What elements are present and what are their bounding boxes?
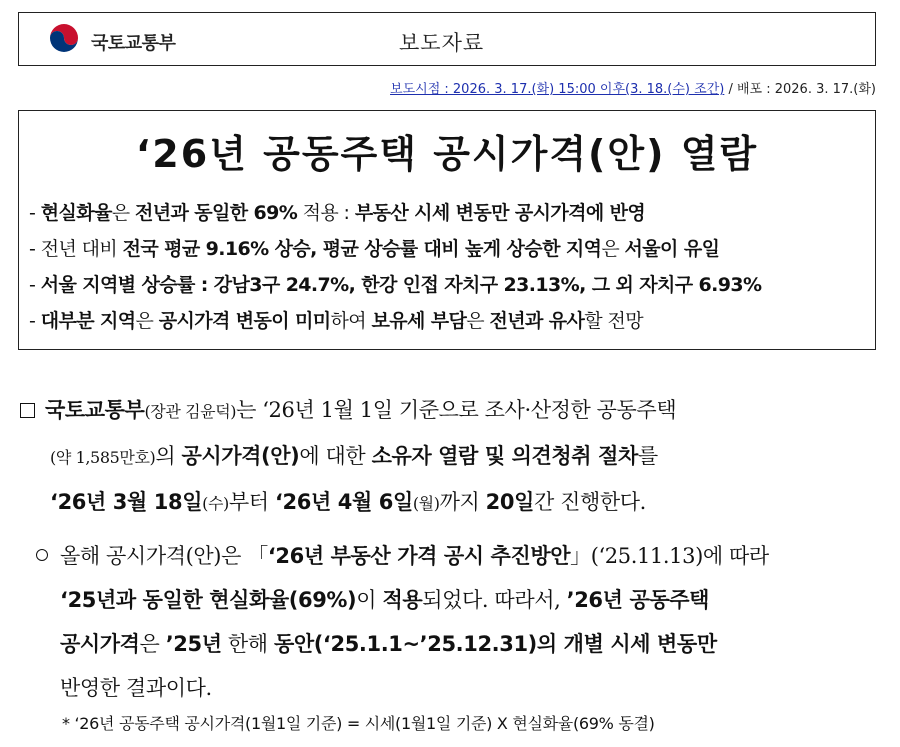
header-box [18, 12, 876, 66]
sub-paragraph-line: 올해 공시가격(안)은 「‘26년 부동산 가격 공시 추진방안」(‘25.11.13)에 따라 [36, 534, 890, 578]
bullet-text-segment: 하여 [330, 310, 372, 332]
bullet-text-segment: - 전년 대비 [29, 238, 123, 260]
bullet-text-segment: 현실화율 [40, 202, 112, 224]
bullet-text-segment: 보유세 부담 [371, 310, 467, 332]
bullet-text-segment: 부동산 시세 변동만 공시가격에 반영 [354, 202, 646, 224]
checkbox-bullet-icon [20, 403, 35, 418]
bullet-text-segment: 전년과 동일한 69% [134, 202, 298, 224]
summary-bullet-3 [29, 267, 865, 303]
bullet-text-segment: 은 [466, 310, 490, 332]
bullet-text-segment: 대부분 지역 [40, 310, 136, 332]
summary-bullet-4 [29, 303, 865, 339]
sub-paragraph-line: ‘25년과 동일한 현실화율(69%)이 적용되었다. 따라서, ’26년 공동주택 [60, 588, 709, 612]
bullet-text-segment: - [29, 274, 41, 296]
main-paragraph [20, 388, 890, 526]
release-info [390, 78, 876, 97]
bullet-text-segment: 은 [601, 238, 625, 260]
bullet-text-segment: - [29, 202, 41, 224]
bullet-text-segment: 서울 지역별 상승률 : 강남3구 24.7%, 한강 인접 자치구 23.13%, 그 외 자치구 6.93% [40, 274, 762, 296]
headline-box [18, 110, 876, 350]
sub-paragraph-line: 공시가격은 ’25년 한해 동안(‘25.1.1~’25.12.31)의 개별 시세 변동만 [60, 632, 717, 656]
korea-government-emblem-icon [47, 21, 81, 55]
main-paragraph-line: ‘26년 3월 18일(수)부터 ‘26년 4월 6일(월)까지 20일간 진행한다. [50, 490, 646, 514]
sub-paragraph [36, 534, 890, 710]
main-paragraph-line: 국토교통부(장관 김윤덕)는 ‘26년 1월 1일 기준으로 조사·산정한 공동주택 [20, 388, 890, 434]
circle-bullet-icon [36, 549, 48, 561]
main-paragraph-line: (약 1,585만호)의 공시가격(안)에 대한 소유자 열람 및 의견청취 절차를 [50, 444, 658, 468]
summary-bullet-1 [29, 195, 865, 231]
bullet-text-segment: 은 [111, 202, 135, 224]
doc-type-title: 보도자료 [399, 31, 485, 55]
summary-bullet-2 [29, 231, 865, 267]
bullet-text-segment: 전년과 유사 [489, 310, 585, 332]
distribution-date: / 배포 : 2026. 3. 17.(화) [724, 82, 876, 97]
bullet-text-segment: 공시가격 변동이 미미 [158, 310, 331, 332]
bullet-text-segment: 적용 : [297, 202, 355, 224]
ministry-name: 국토교통부 [91, 33, 176, 54]
footnote: * ‘26년 공동주택 공시가격(1월1일 기준) = 시세(1월1일 기준) X 현실화율(69% 동결) [62, 714, 655, 733]
bullet-text-segment: 전국 평균 9.16% 상승, 평균 상승률 대비 높게 상승한 지역 [122, 238, 602, 260]
headline-title: ‘26년 공동주택 공시가격(안) 열람 [135, 132, 759, 176]
sub-paragraph-line: 반영한 결과이다. [60, 676, 212, 700]
bullet-text-segment: 은 [135, 310, 159, 332]
bullet-text-segment: - [29, 310, 41, 332]
bullet-text-segment: 할 전망 [584, 310, 643, 332]
embargo-time: 보도시점 : 2026. 3. 17.(화) 15:00 이후(3. 18.(수) 조간) [390, 82, 725, 97]
summary-bullets [29, 195, 865, 339]
bullet-text-segment: 서울이 유일 [624, 238, 720, 260]
